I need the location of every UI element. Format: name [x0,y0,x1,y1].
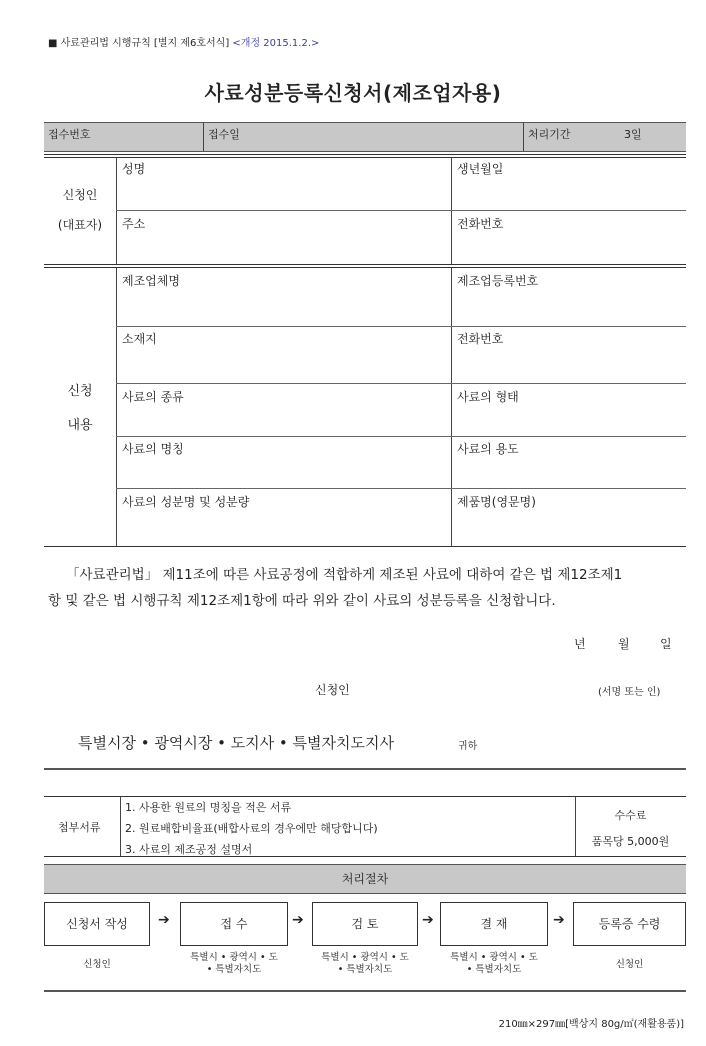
receipt-bar [44,122,686,152]
step-certificate-actor: 신청인 [615,959,644,970]
statement-line-1: 「사료관리법」 제11조에 따른 사료공정에 적합하게 제조된 사료에 대하여 같은 법 제12조제1 [66,567,623,583]
form-title: 사료성분등록신청서(제조업자용) [204,81,502,105]
location-field[interactable]: 소재지 [122,332,157,346]
step-receive: 접 수 [180,902,288,946]
step-receive-actor-2: • 특별자치도 [206,964,262,975]
arrow-icon: ➔ [158,912,170,928]
law-reference: ■ 사료관리법 시행규칙 [별지 제6호서식] [48,38,230,49]
attachment-item-3: 3. 사료의 제조공정 설명서 [125,843,253,856]
receipt-date-label: 접수일 [208,128,240,141]
content-label: 내용 [67,418,93,433]
feed-name-field[interactable]: 사료의 명칭 [122,442,184,456]
step-apply: 신청서 작성 [44,902,150,946]
recipient-name: 특별시장 • 광역시장 • 도지사 • 특별자치도지사 [78,734,394,752]
fee-label: 수수료 [614,809,647,822]
step-review-actor-2: • 특별자치도 [337,964,393,975]
step-review: 검 토 [312,902,418,946]
signature-field[interactable]: (서명 또는 인) [598,687,661,698]
step-approve-actor-2: • 특별자치도 [466,964,522,975]
feed-use-field[interactable]: 사료의 용도 [457,442,519,456]
processing-period-value: 3일 [624,128,642,141]
applicant-label: 신청인 [62,188,98,202]
step-approve-actor-1: 특별시 • 광역시 • 도 [450,952,538,963]
date-month[interactable]: 월 [618,637,630,651]
feed-form-field[interactable]: 사료의 형태 [457,390,519,404]
application-label: 신청 [67,384,93,399]
feed-type-field[interactable]: 사료의 종류 [122,390,184,404]
fee-value: 품목당 5,000원 [591,835,670,848]
birthdate-field[interactable]: 생년월일 [457,162,504,176]
attachment-item-1: 1. 사용한 원료의 명칭을 적은 서류 [125,801,292,814]
revision-date: <개정 2015.1.2.> [232,38,320,49]
arrow-icon: ➔ [422,912,434,928]
step-receive-actor-1: 특별시 • 광역시 • 도 [190,952,278,963]
applicant-side-label [44,180,116,240]
maker-phone-field[interactable]: 전화번호 [457,332,504,346]
representative-label: (대표자) [57,218,103,232]
statement-line-2: 항 및 같은 법 시행규칙 제12조제1항에 따라 위와 같이 사료의 성분등록을 신청합니다. [48,593,556,609]
signature-applicant-label: 신청인 [315,683,350,697]
maker-registration-field[interactable]: 제조업등록번호 [457,274,539,288]
attachments-label: 첨부서류 [58,821,101,834]
date-day[interactable]: 일 [660,637,672,651]
recipient-suffix: 귀하 [458,741,478,752]
step-approve: 결 재 [440,902,548,946]
paper-spec: 210㎜×297㎜[백상지 80g/㎡(재활용품)] [498,1019,684,1030]
processing-period-label: 처리기간 [528,128,571,141]
attachments-table [44,796,686,857]
section-divider [44,154,686,158]
address-field[interactable]: 주소 [122,217,146,231]
name-field[interactable]: 성명 [122,162,146,176]
content-side-label [44,375,116,443]
arrow-icon: ➔ [553,912,565,928]
ingredients-field[interactable]: 사료의 성분명 및 성분량 [122,495,250,509]
receipt-number-label: 접수번호 [48,128,91,141]
applicant-phone-field[interactable]: 전화번호 [457,217,504,231]
product-name-field[interactable]: 제품명(영문명) [457,495,536,509]
form-reference [48,34,319,49]
attachment-item-2: 2. 원료배합비율표(배합사료의 경우에만 해당합니다) [125,822,378,835]
step-apply-actor: 신청인 [83,959,111,970]
arrow-icon: ➔ [292,912,304,928]
date-year[interactable]: 년 [574,637,586,651]
maker-name-field[interactable]: 제조업체명 [122,274,180,288]
section-divider [44,264,686,268]
procedure-title: 처리절차 [44,864,686,894]
step-review-actor-1: 특별시 • 광역시 • 도 [321,952,409,963]
step-receive-certificate: 등록증 수령 [573,902,686,946]
